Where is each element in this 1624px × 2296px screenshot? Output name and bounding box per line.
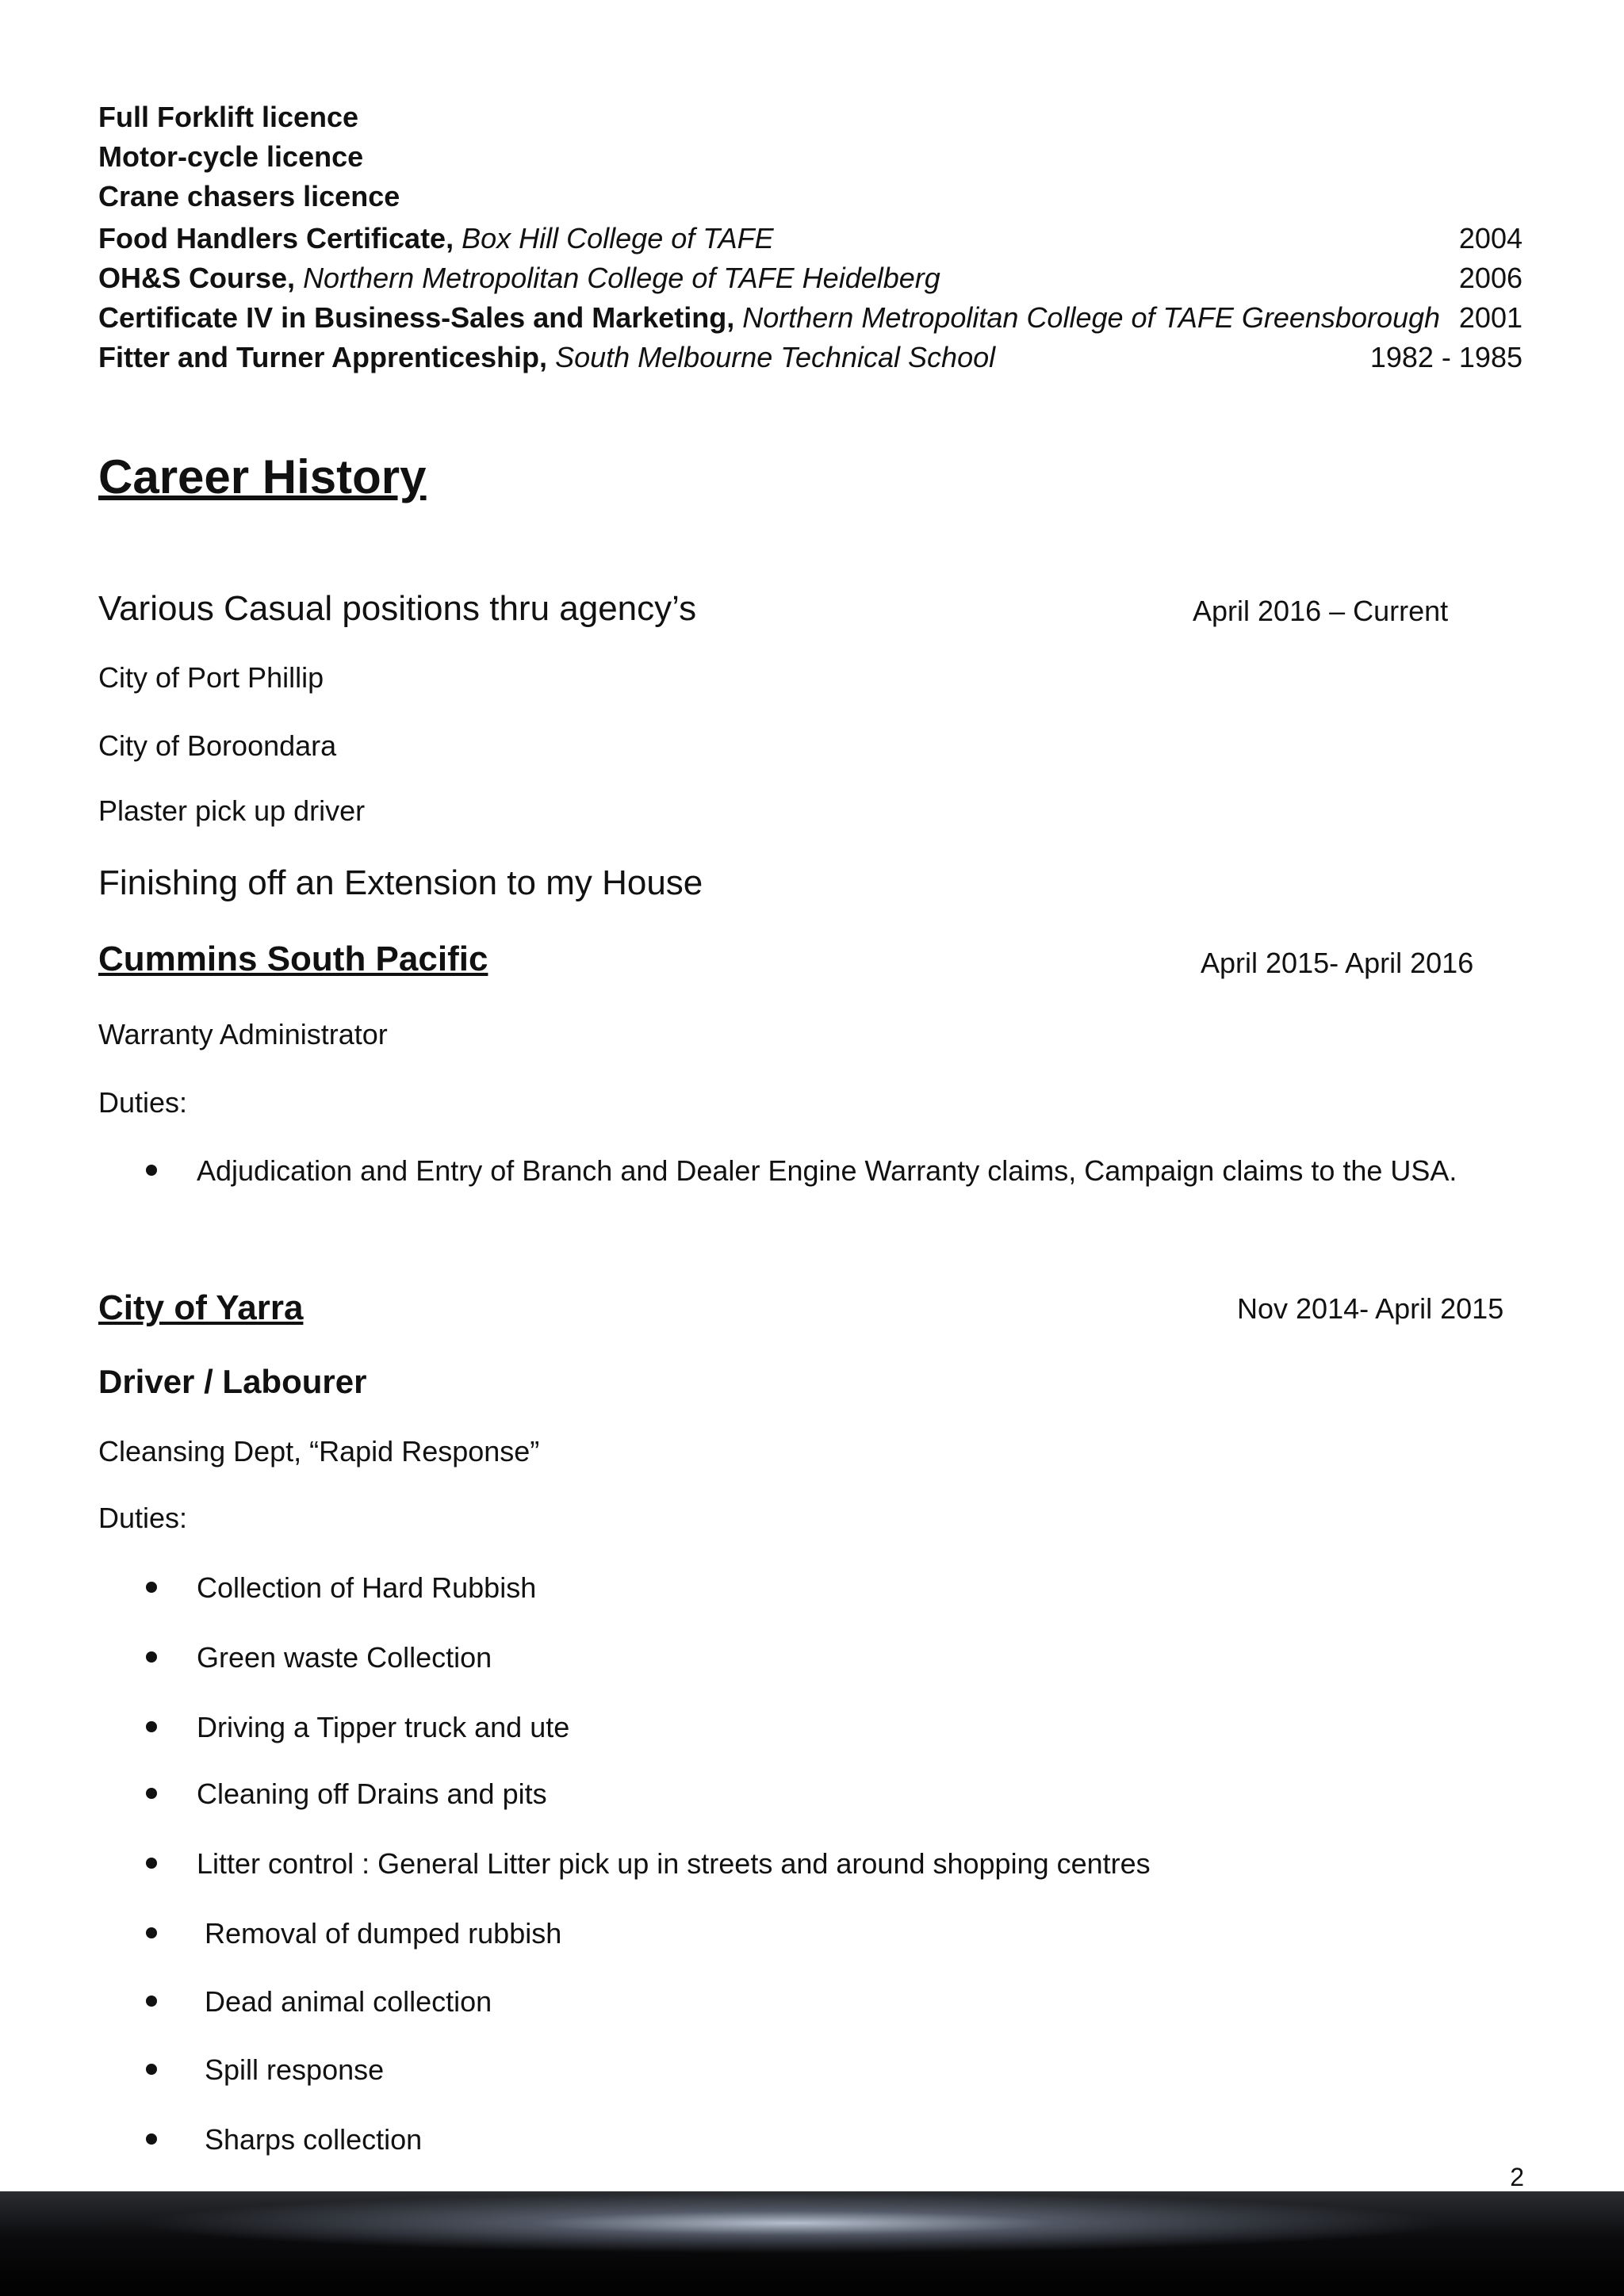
licence-item: Crane chasers licence xyxy=(98,180,400,212)
licence-item: Full Forklift licence xyxy=(98,101,359,133)
qualification-row xyxy=(98,258,1522,298)
casual-positions-date: April 2016 – Current xyxy=(1193,595,1449,627)
qualification-institution: Box Hill College of TAFE xyxy=(462,222,774,254)
duty-text: Collection of Hard Rubbish xyxy=(197,1571,537,1604)
duty-text: Removal of dumped rubbish xyxy=(197,1917,562,1950)
qualification-row xyxy=(98,298,1522,338)
licence-item: Motor-cycle licence xyxy=(98,140,364,173)
duty-text: Driving a Tipper truck and ute xyxy=(197,1711,570,1743)
yarra-date: Nov 2014- April 2015 xyxy=(1237,1292,1504,1325)
qualification-title: OH&S Course, xyxy=(98,262,296,294)
duty-bullet xyxy=(146,1151,1457,1191)
bullet-icon xyxy=(146,1927,157,1938)
qualification-year: 2006 xyxy=(1458,262,1522,294)
duty-bullet xyxy=(146,1844,1151,1884)
footer-band xyxy=(0,2191,1624,2296)
qualification-year: 2001 xyxy=(1458,301,1522,334)
casual-item: Plaster pick up driver xyxy=(98,794,366,827)
cummins-date: April 2015- April 2016 xyxy=(1201,947,1474,979)
duty-bullet xyxy=(146,1914,561,1954)
qualification-year: 2004 xyxy=(1458,222,1522,254)
duty-text: Cleaning off Drains and pits xyxy=(197,1777,547,1810)
duty-bullet xyxy=(146,1638,492,1678)
duty-bullet xyxy=(146,2120,422,2160)
bullet-icon xyxy=(146,2064,157,2075)
casual-positions-title: Various Casual positions thru agency’s xyxy=(98,589,697,628)
bullet-icon xyxy=(146,1858,157,1869)
bullet-icon xyxy=(146,1996,157,2007)
employer-cummins: Cummins South Pacific xyxy=(98,939,488,978)
qualification-title: Fitter and Turner Apprenticeship, xyxy=(98,341,548,373)
duty-text: Sharps collection xyxy=(197,2123,423,2156)
cummins-role: Warranty Administrator xyxy=(98,1018,388,1050)
duty-bullet xyxy=(146,1774,547,1814)
duty-bullet xyxy=(146,2050,384,2090)
bullet-icon xyxy=(146,1582,157,1593)
duty-text: Dead animal collection xyxy=(197,1985,492,2018)
qualification-title: Food Handlers Certificate, xyxy=(98,222,454,254)
extension-line: Finishing off an Extension to my House xyxy=(98,863,703,902)
duty-bullet xyxy=(146,1568,536,1608)
qualification-institution: Northern Metropolitan College of TAFE Greensborough xyxy=(742,301,1441,334)
bullet-icon xyxy=(146,1721,157,1732)
duties-label: Duties: xyxy=(98,1086,188,1119)
casual-item: City of Boroondara xyxy=(98,729,337,762)
yarra-dept: Cleansing Dept, “Rapid Response” xyxy=(98,1435,540,1468)
page-number: 2 xyxy=(1510,2163,1524,2191)
bullet-icon xyxy=(146,2133,157,2145)
duty-text: Adjudication and Entry of Branch and Dealer Engine Warranty claims, Campaign claims to the USA. xyxy=(197,1154,1457,1187)
qualification-institution: Northern Metropolitan College of TAFE Heidelberg xyxy=(303,262,940,294)
qualification-row xyxy=(98,219,1522,258)
qualification-year: 1982 - 1985 xyxy=(1369,341,1522,373)
bullet-icon xyxy=(146,1788,157,1799)
duties-label: Duties: xyxy=(98,1502,188,1534)
duty-bullet xyxy=(146,1982,492,2022)
casual-item: City of Port Phillip xyxy=(98,661,324,694)
bullet-icon xyxy=(146,1651,157,1663)
bullet-icon xyxy=(146,1165,157,1176)
qualification-title: Certificate IV in Business-Sales and Marketing, xyxy=(98,301,735,334)
yarra-role: Driver / Labourer xyxy=(98,1363,367,1400)
duty-text: Spill response xyxy=(197,2053,385,2086)
career-history-heading: Career History xyxy=(98,450,427,503)
qualification-row xyxy=(98,338,1522,377)
duty-bullet xyxy=(146,1708,569,1747)
qualification-institution: South Melbourne Technical School xyxy=(555,341,996,373)
duty-text: Green waste Collection xyxy=(197,1641,492,1674)
duty-text: Litter control : General Litter pick up in streets and around shopping centres xyxy=(197,1847,1151,1880)
employer-yarra: City of Yarra xyxy=(98,1288,304,1327)
